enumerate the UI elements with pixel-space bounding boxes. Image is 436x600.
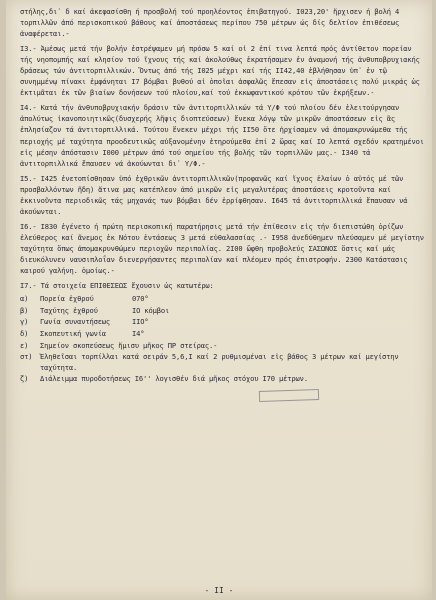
paragraph: Ι7.- Τά στοιχεία ΕΠΙΘΕΣΕΩΣ ἔχουσιν ὡς κατωτέρω:	[20, 281, 214, 291]
item-value: Ι4°	[132, 328, 145, 338]
item-label: Ταχύτης ἐχθρού	[40, 305, 98, 315]
item-label: Σκοπευτική γωνία	[40, 328, 106, 338]
item-label: Γωνία συναντήσεως	[40, 317, 111, 327]
item-value: ΙΙΟ°	[132, 317, 149, 327]
paragraph: Ι5.- Ι425 ἐνετοπίσθησαν ὑπό ἐχθρικῶν ἀντιτορπιλλικῶν(προφανῶς καί ἴχνος ἐλαίων ὁ αὐτός μέ τῶν προσβαλλόντων ἤδη) ἅτινα μας κατέπλεον ἀπό μικρῶν εἰς μεγαλυτέρας ἀποστάσεις κροτοῦντα καί ἐκκινοῦντα περιοδικῶς τάς μηχανάς των βόμβαι δέν ἐρρίφθησαν. Ι645 τά ἀντιτορπιλλικά ἔπαυσαν νά ἀκούωνται.	[20, 173, 412, 216]
paragraph: στήλης,δι᾽ δ καί ἀκεφασίσθη ή προσβολή τού προηλέοντος ἐπιβατηγού. Ι023,20' ἤρχισεν ή βολή 4 τορπιλλῶν ἀπό περισκοπικού βάθους καί ἀποστάσεως περίπου 750 μέτρων ώς δίς δελτίον ἐπιθέσεως ἀναφέρεται.-	[20, 7, 404, 39]
list-item	[20, 351, 424, 373]
list-item	[20, 340, 424, 352]
item-label: Πορεία ἐχθρού	[40, 294, 94, 304]
list-item	[20, 328, 424, 340]
document-body	[20, 6, 428, 385]
list-item	[20, 305, 424, 317]
item-key: ε)	[20, 340, 29, 350]
item-key: στ)	[20, 352, 33, 362]
list-item	[20, 293, 424, 305]
item-value: ΙΟ κόμβοι	[132, 305, 170, 315]
list-item	[20, 373, 424, 385]
item-value: 070°	[132, 294, 149, 304]
paragraph: Ι4.- Κατά τήν ἀνθυποβρυχιακήν δράσιν τῶν ἀντιτορπιλλικών τά Υ/Φ τού πλοίου δέν ἐλειτούργησαν ἀπολύτως ἱκανοποιητικῶς(δυσχερής λῆψις διοπτεύσεων) ἕνεκα λόγῳ τῶν μικρῶν ἀποστάσεων εἰς ἃς ἐπλησίαζον τά ἀντιτορπιλλικά. Τούτου ἕνεκεν μέχρι τής ΙΙ50 ὅτε ἠρχίσαμεν νά ἀπομακρυνώμεθα τής περιοχής μέ ταχύτητα προοδευτικῶς αὐξανομένην ἐτηρούμεθα ἐπί 2 ὥρας καί ΙΟ λεπτά σχεδόν κρατημένοι εἰς μέσην ἀπόστασιν Ι000 μέτρων ἀπό τού σημείου τής βολής τῶν τορπιλλῶν μας.- Ι340 τά ἀντιτορπιλλικά ἔπαυσεν νά ἀκούωνται δι᾽ Υ/Φ.-	[20, 103, 428, 168]
item-key: δ)	[20, 328, 29, 338]
paragraph: Ι3.- Ἀμέσως μετά τήν βολήν ἐστρέψαμεν μή πρόσω 5 καί οἱ 2 ἐπί τινα λεπτά πρός ἀντίθετον πορείαν τής νηοπομπής καί κλησίον τού ἴχνους τής καί ἀκολούθως ἐκρατήσαμεν ἐν ἀναμονή τής ἀνθυποβρυχιακής δράσεως τών ἀντιτορπιλλικών. Ὄντως ἀπό τής Ι025 μέχρι καί τής ΙΙ42,40 ἐβλήθησαν ὑπ᾽ ἐν τῷ συνημμένῳ πίνακι ἐμφάνηται Ι7 βόμβαι βυθού αἱ ὁποῖαι ἀσφαλῶς ἔπεσαν εἰς ἀποστάσεις πολύ μικράς ὡς ἐκτιμᾶται ἐκ τῶν βιαίων δονήσεων τού πλοίου,καί τού ἐκκωφαντικού κρότου τῶν ἐκρήξεων.-	[20, 44, 424, 98]
rubber-stamp	[259, 389, 319, 402]
item-label: Ἐληθεῖσαι τορπίλλαι κατά σειράν 5,6,Ι καί 2 ρυθμισμέναι εἰς βάθος 3 μέτρων καί μεγίστην ταχύτητα.	[40, 352, 399, 373]
item-key: β)	[20, 305, 29, 315]
item-key: α)	[20, 294, 29, 304]
item-key: γ)	[20, 317, 29, 327]
item-label: Σημείον σκοπεύσεως ἥμισυ μῆκος ΠΡ στείρας.-	[40, 340, 218, 350]
page-number: - ΙΙ -	[204, 586, 234, 595]
attack-data-list	[20, 293, 424, 385]
paragraph: Ι6.- Ι830 ἐγένετο ή πρώτη περισκοπική παρατήρησις μετά τήν ἐπίθεσιν εἰς τήν διεπιστώθη ὁρίζων ἐλεύθερος καί ἄνεμος ἐκ Νότου ἐντάσεως 3 μετά εὐθαλασσίας .- Ι958 ἀνεδύθημεν πλεύσαμεν μέ μεγίστην ταχύτητα ὅπως ἀπομακρυνθώμεν περιοχῶν περιπολίας. 2Ι00 ὤφθη προβολεύς ΣΑΣΩΝΟΣ ὅστις καί μάς διευκόλυνεν ναυσιπλοΐαν διενεργήσαντες περιπολίαν καί πλέομεν πρός ἐπιστροφήν. 2300 Κατάστασις καιρού γαλήνη. ὁμοίως.-	[20, 221, 428, 276]
document-page	[6, 0, 432, 600]
item-label: Διάλειμμα πυροδοτήσεως Ι6'' λογισθέν διά μῆκος στόχου Ι70 μέτρων.	[40, 374, 308, 384]
list-item	[20, 316, 424, 328]
item-key: ζ)	[20, 374, 29, 384]
